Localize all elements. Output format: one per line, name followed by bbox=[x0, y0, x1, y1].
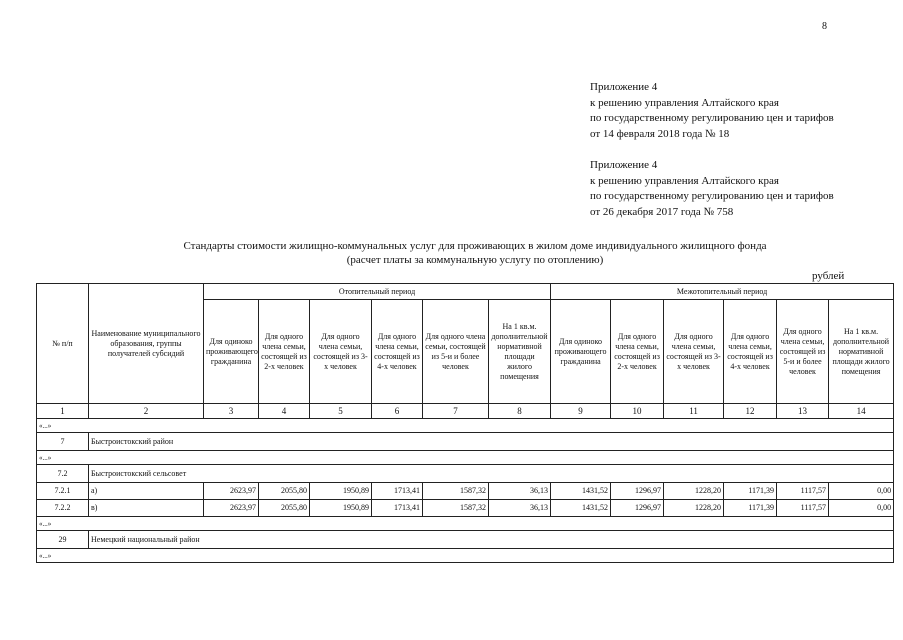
column-number: 11 bbox=[664, 404, 724, 419]
table-row bbox=[37, 433, 894, 451]
header-heating-col: Для одного члена семьи, состоящей из 5-и и более человек bbox=[423, 300, 489, 404]
continuation-marker: «...» bbox=[37, 419, 894, 433]
appendix-block-2 bbox=[590, 158, 834, 220]
header-nonheating-col: Для одного члена семьи, состоящей из 4-х человек bbox=[724, 300, 777, 404]
page-number: 8 bbox=[822, 21, 827, 32]
units-label: рублей bbox=[812, 270, 845, 282]
header-heating-col: Для одиноко проживающего гражданина bbox=[204, 300, 259, 404]
value-cell: 36,13 bbox=[489, 483, 551, 500]
value-cell: 1950,89 bbox=[310, 483, 372, 500]
row-num: 7.2.2 bbox=[37, 500, 89, 517]
value-cell: 2055,80 bbox=[259, 500, 310, 517]
value-cell: 1713,41 bbox=[372, 483, 423, 500]
value-cell: 0,00 bbox=[829, 483, 894, 500]
value-cell: 1431,52 bbox=[551, 500, 611, 517]
header-heating-period: Отопительный период bbox=[204, 284, 551, 300]
row-name: Быстроистокский сельсовет bbox=[89, 465, 894, 483]
continuation-marker: «...» bbox=[37, 549, 894, 563]
value-cell: 2055,80 bbox=[259, 483, 310, 500]
header-nonheating-col: Для одного члена семьи, состоящей из 3-х человек bbox=[664, 300, 724, 404]
column-number: 8 bbox=[489, 404, 551, 419]
header-heating-col: На 1 кв.м. дополнительной нормативной площади жилого помещения bbox=[489, 300, 551, 404]
header-name: Наименование муниципального образования, группы получателей субсидий bbox=[89, 284, 204, 404]
header-nonheating-col: Для одиноко проживающего гражданина bbox=[551, 300, 611, 404]
value-cell: 1171,39 bbox=[724, 500, 777, 517]
value-cell: 0,00 bbox=[829, 500, 894, 517]
appendix-line: Приложение 4 bbox=[590, 81, 658, 93]
appendix-line: от 14 февраля 2018 года № 18 bbox=[590, 127, 730, 140]
row-name: в) bbox=[89, 500, 204, 517]
row-name: Немецкий национальный район bbox=[89, 531, 894, 549]
value-cell: 1950,89 bbox=[310, 500, 372, 517]
row-name: Быстроистокский район bbox=[89, 433, 894, 451]
continuation-row bbox=[37, 517, 894, 531]
column-number: 4 bbox=[259, 404, 310, 419]
title-line-1: Стандарты стоимости жилищно-коммунальных услуг для проживающих в жилом доме индивидуального жилищного фонда bbox=[183, 240, 767, 252]
appendix-line: по государственному регулированию цен и тарифов bbox=[590, 112, 834, 124]
value-cell: 2623,97 bbox=[204, 500, 259, 517]
appendix-line: Приложение 4 bbox=[590, 159, 658, 171]
value-cell: 1296,97 bbox=[611, 483, 664, 500]
header-heating-col: Для одного члена семьи, состоящей из 3-х человек bbox=[310, 300, 372, 404]
title-line-2: (расчет платы за коммунальную услугу по отоплению) bbox=[346, 254, 604, 266]
column-number: 10 bbox=[611, 404, 664, 419]
value-cell: 1117,57 bbox=[777, 483, 829, 500]
table-row bbox=[37, 483, 894, 500]
appendix-line: к решению управления Алтайского края bbox=[590, 96, 779, 109]
column-number: 7 bbox=[423, 404, 489, 419]
column-number: 12 bbox=[724, 404, 777, 419]
standards-table bbox=[36, 283, 894, 563]
appendix-line: по государственному регулированию цен и тарифов bbox=[590, 190, 834, 202]
row-num: 7.2.1 bbox=[37, 483, 89, 500]
value-cell: 1587,32 bbox=[423, 483, 489, 500]
continuation-row bbox=[37, 451, 894, 465]
table-row bbox=[37, 500, 894, 517]
row-num: 7 bbox=[37, 433, 89, 451]
continuation-row bbox=[37, 549, 894, 563]
column-number: 9 bbox=[551, 404, 611, 419]
continuation-marker: «...» bbox=[37, 451, 894, 465]
header-nonheating-col: На 1 кв.м. дополнительной нормативной площади жилого помещения bbox=[829, 300, 894, 404]
header-heating-col: Для одного члена семьи, состоящей из 4-х человек bbox=[372, 300, 423, 404]
table-row bbox=[37, 531, 894, 549]
appendix-line: от 26 декабря 2017 года № 758 bbox=[590, 205, 734, 218]
value-cell: 1713,41 bbox=[372, 500, 423, 517]
column-number: 13 bbox=[777, 404, 829, 419]
value-cell: 1117,57 bbox=[777, 500, 829, 517]
column-number: 5 bbox=[310, 404, 372, 419]
continuation-row bbox=[37, 419, 894, 433]
row-name: а) bbox=[89, 483, 204, 500]
column-number-row bbox=[37, 404, 894, 419]
value-cell: 1228,20 bbox=[664, 483, 724, 500]
header-nonheating-col: Для одного члена семьи, состоящей из 5-и и более человек bbox=[777, 300, 829, 404]
appendix-block-1 bbox=[590, 80, 834, 142]
header-nonheating-col: Для одного члена семьи, состоящей из 2-х человек bbox=[611, 300, 664, 404]
value-cell: 1171,39 bbox=[724, 483, 777, 500]
column-number: 2 bbox=[89, 404, 204, 419]
value-cell: 2623,97 bbox=[204, 483, 259, 500]
column-number: 14 bbox=[829, 404, 894, 419]
table-row bbox=[37, 465, 894, 483]
column-number: 3 bbox=[204, 404, 259, 419]
value-cell: 1296,97 bbox=[611, 500, 664, 517]
header-num: № п/п bbox=[37, 284, 89, 404]
value-cell: 1228,20 bbox=[664, 500, 724, 517]
header-nonheating-period: Межотопительный период bbox=[551, 284, 894, 300]
value-cell: 36,13 bbox=[489, 500, 551, 517]
value-cell: 1587,32 bbox=[423, 500, 489, 517]
continuation-marker: «...» bbox=[37, 517, 894, 531]
column-number: 6 bbox=[372, 404, 423, 419]
column-number: 1 bbox=[37, 404, 89, 419]
document-title bbox=[60, 239, 890, 267]
row-num: 7.2 bbox=[37, 465, 89, 483]
header-heating-col: Для одного члена семьи, состоящей из 2-х человек bbox=[259, 300, 310, 404]
appendix-line: к решению управления Алтайского края bbox=[590, 174, 779, 187]
row-num: 29 bbox=[37, 531, 89, 549]
value-cell: 1431,52 bbox=[551, 483, 611, 500]
